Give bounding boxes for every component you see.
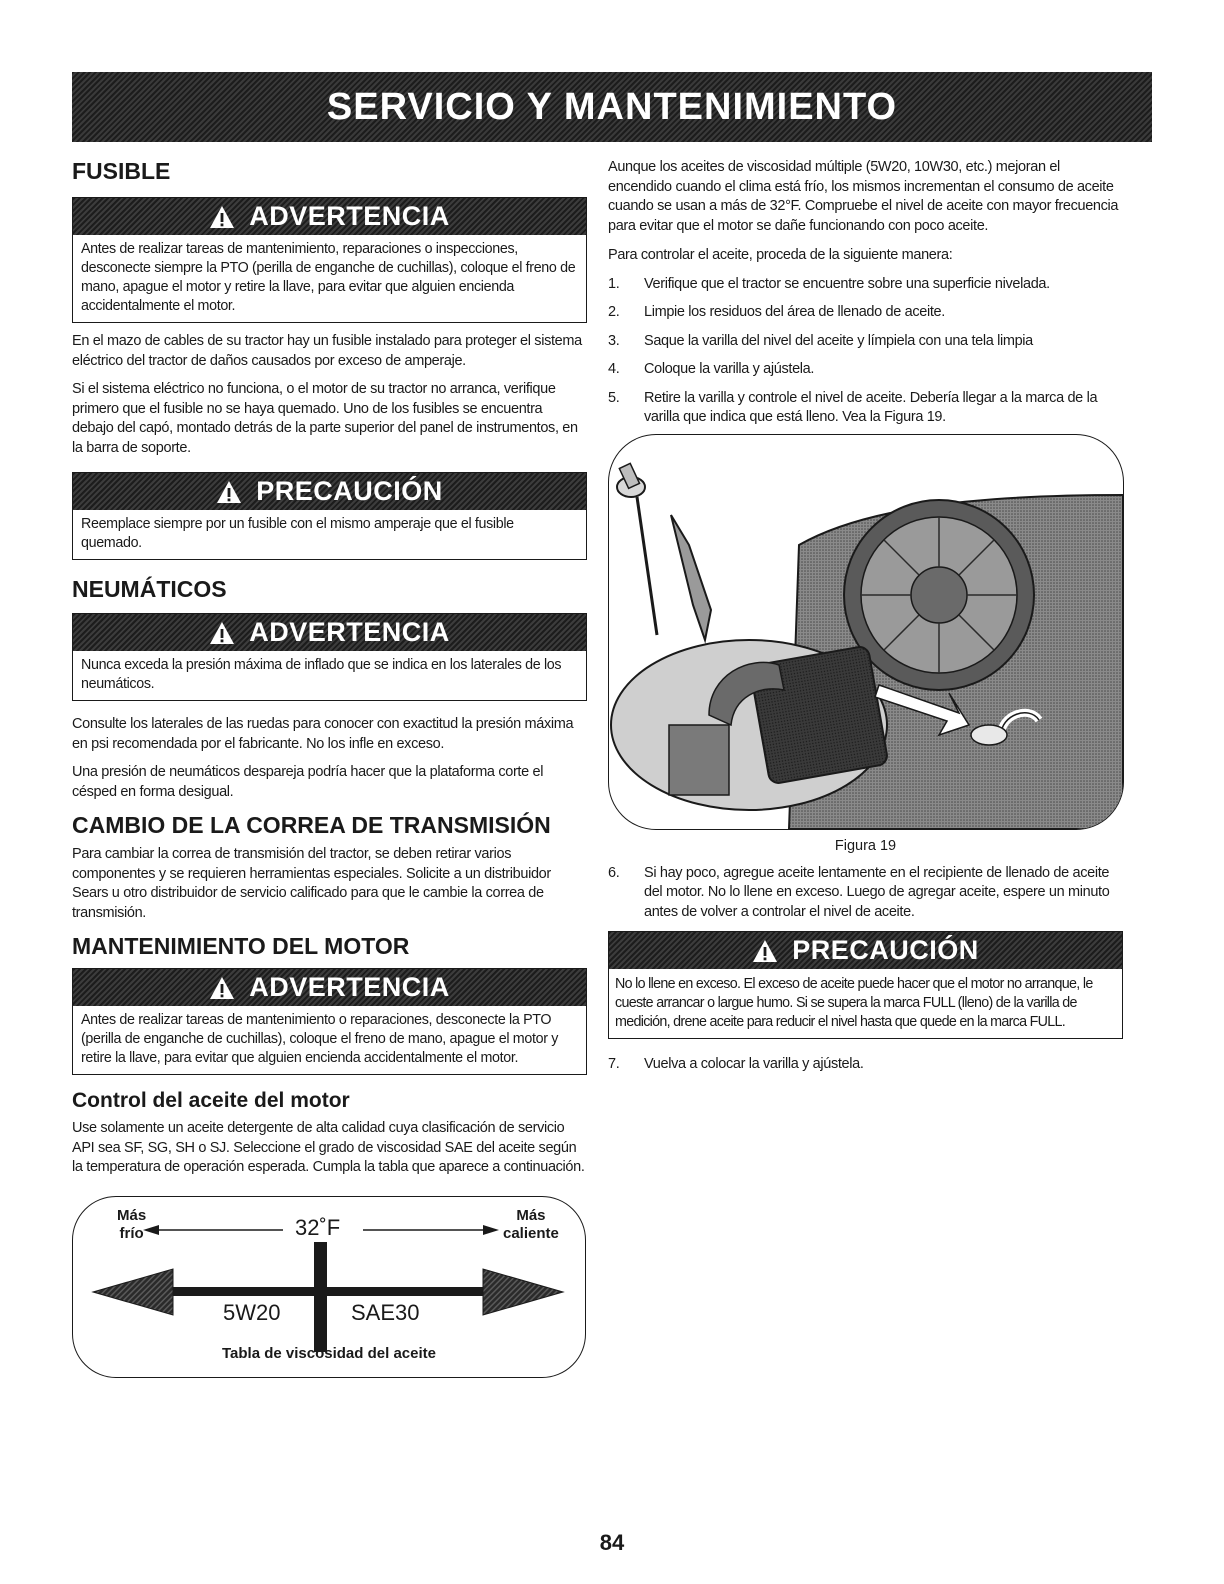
- list-item: 4. Coloque la varilla y ajústela.: [608, 361, 815, 377]
- fusible-para-1: En el mazo de cables de su tractor hay un fusible instalado para proteger el sistema eléctrico del tractor de daños causados por exceso de amperaje.: [72, 333, 582, 369]
- banner-title: SERVICIO Y MANTENIMIENTO: [326, 85, 898, 128]
- cold-label-line2: frío: [119, 1224, 144, 1242]
- caution-header: [73, 473, 586, 510]
- warning-header: [73, 969, 586, 1006]
- warning-title: ADVERTENCIA: [249, 617, 450, 647]
- aceite-para: Use solamente un aceite detergente de alta calidad cuya clasificación de servicio API sea SF, SG, SH o SJ. Seleccione el grado de viscosidad SAE del aceite según la temperatura de operación esperada. Cumpla la tabla que aparece a continuación.: [72, 1120, 585, 1175]
- cold-label: [117, 1207, 146, 1243]
- warning-icon: [209, 205, 235, 229]
- fusible-para-2: Si el sistema eléctrico no funciona, o el motor de su tractor no arranca, verifique primero que el fusible no se haya quemado. Uno de los fusibles se encuentra debajo del capó, montado detrás de la parte superior del panel de instrumentos, en la barra de soporte.: [72, 381, 578, 456]
- neumaticos-warning-box: [72, 613, 587, 701]
- neumaticos-para-2: Una presión de neumáticos despareja podría hacer que la plataforma corte el césped en forma desigual.: [72, 764, 544, 800]
- list-item: 6. Si hay poco, agregue aceite lentamente en el recipiente de llenado de aceite del motor. No lo llene en exceso. Luego de agregar aceite, espere un minuto antes de volver a controlar el nivel de aceite.: [608, 864, 1110, 920]
- warning-header: [73, 614, 586, 651]
- right-big-arrow: [483, 1269, 563, 1315]
- warning-title: ADVERTENCIA: [249, 972, 450, 1002]
- correa-heading: CAMBIO DE LA CORREA DE TRANSMISIÓN: [72, 812, 551, 838]
- list-item: 3. Saque la varilla del nivel del aceite y límpiela con una tela limpia: [608, 332, 1033, 349]
- grade-5w20: 5W20: [223, 1299, 281, 1325]
- fusible-warning-box: [72, 197, 587, 323]
- motor-warning-box: [72, 968, 587, 1075]
- list-item: 5. Retire la varilla y controle el nivel de aceite. Debería llegar a la marca de la varilla que indica que está lleno. Vea la Figura 19.: [608, 389, 1098, 425]
- steps-list-2: [608, 864, 1123, 923]
- right-column: [608, 158, 1123, 1084]
- grade-sae30: SAE30: [351, 1299, 420, 1325]
- hot-label-line1: Más: [516, 1206, 546, 1224]
- temperature-label: 32˚F: [295, 1214, 341, 1240]
- right-para-2: Para controlar el aceite, proceda de la siguiente manera:: [608, 247, 953, 263]
- hot-label: [503, 1207, 559, 1243]
- figure-19: [608, 434, 1124, 830]
- list-item: 2. Limpie los residuos del área de llenado de aceite.: [608, 304, 945, 320]
- steps-list-3: [608, 1055, 1123, 1075]
- warning-text: Antes de realizar tareas de mantenimiento o reparaciones, desconecte la PTO (perilla de enganche de cuchillas), coloque el freno de mano, apague el motor y retire la llave, para evitar que alguien encienda accidentalmente el motor.: [81, 1012, 559, 1066]
- motor-heading: MANTENIMIENTO DEL MOTOR: [72, 933, 410, 959]
- warning-text: Antes de realizar tareas de mantenimiento, reparaciones o inspecciones, desconecte siempre la PTO (perilla de enganche de cuchillas), coloque el freno de mano, apague el motor y retire la llave, para evitar que alguien encienda accidentalmente el motor.: [81, 241, 576, 314]
- right-para-1: Aunque los aceites de viscosidad múltiple (5W20, 10W30, etc.) mejoran el encendido cuando el clima está frío, los mismos incrementan el consumo de aceite cuando se usan a más de 32°F. Compruebe el nivel de aceite con mayor frecuencia para evitar que el motor se dañe funcionando con poco aceite.: [608, 159, 1119, 234]
- fusible-heading: FUSIBLE: [72, 158, 171, 184]
- hot-label-line2: caliente: [503, 1224, 559, 1242]
- temperature-divider: [314, 1242, 327, 1352]
- aceite-heading: Control del aceite del motor: [72, 1089, 350, 1112]
- fusible-caution-box: [72, 472, 587, 560]
- left-big-arrow: [93, 1269, 173, 1315]
- caution-title: PRECAUCIÓN: [256, 476, 443, 506]
- warning-icon: [209, 621, 235, 645]
- caution-text: Reemplace siempre por un fusible con el mismo amperaje que el fusible quemado.: [81, 516, 514, 551]
- warning-text: Nunca exceda la presión máxima de inflado que se indica en los laterales de los neumáticos.: [81, 657, 562, 692]
- warning-title: ADVERTENCIA: [249, 201, 450, 231]
- neumaticos-heading: NEUMÁTICOS: [72, 576, 227, 602]
- list-item: 1. Verifique que el tractor se encuentre sobre una superficie nivelada.: [608, 275, 1050, 292]
- figure-caption: Figura 19: [834, 837, 897, 854]
- chart-caption: Tabla de viscosidad del aceite: [222, 1344, 436, 1362]
- right-caution-box: [608, 931, 1123, 1039]
- correa-para: Para cambiar la correa de transmisión del tractor, se deben retirar varios componentes y se requieren herramientas especiales. Solicite a un distribuidor Sears u otro distribuidor de servicio calificado para que le cambie la correa de transmisión.: [72, 846, 551, 921]
- neumaticos-para-1: Consulte los laterales de las ruedas para conocer con exactitud la presión máxima en psi recomendada por el fabricante. No los infle en exceso.: [72, 716, 574, 752]
- caution-title: PRECAUCIÓN: [792, 935, 979, 965]
- warning-icon: [209, 976, 235, 1000]
- hot-arrow-head: [483, 1225, 499, 1235]
- left-column: [72, 150, 587, 1378]
- warning-icon: [216, 480, 242, 504]
- caution-header: [609, 932, 1122, 969]
- page-banner: [72, 72, 1152, 142]
- list-item: 7. Vuelva a colocar la varilla y ajústela.: [608, 1056, 864, 1072]
- engine-illustration: [609, 435, 1123, 829]
- steps-list: [608, 275, 1123, 428]
- warning-header: [73, 198, 586, 235]
- page-number: 84: [599, 1530, 625, 1555]
- cold-label-line1: Más: [117, 1206, 147, 1224]
- viscosity-chart: [72, 1196, 586, 1378]
- caution-text: No lo llene en exceso. El exceso de aceite puede hacer que el motor no arranque, le cueste arrancar o largue humo. Si se supera la marca FULL (lleno) de la varilla de medición, drene aceite para reducir el nivel hasta que quede en la marca FULL.: [615, 976, 1093, 1030]
- warning-icon: [752, 939, 778, 963]
- grade-bar: [168, 1287, 483, 1296]
